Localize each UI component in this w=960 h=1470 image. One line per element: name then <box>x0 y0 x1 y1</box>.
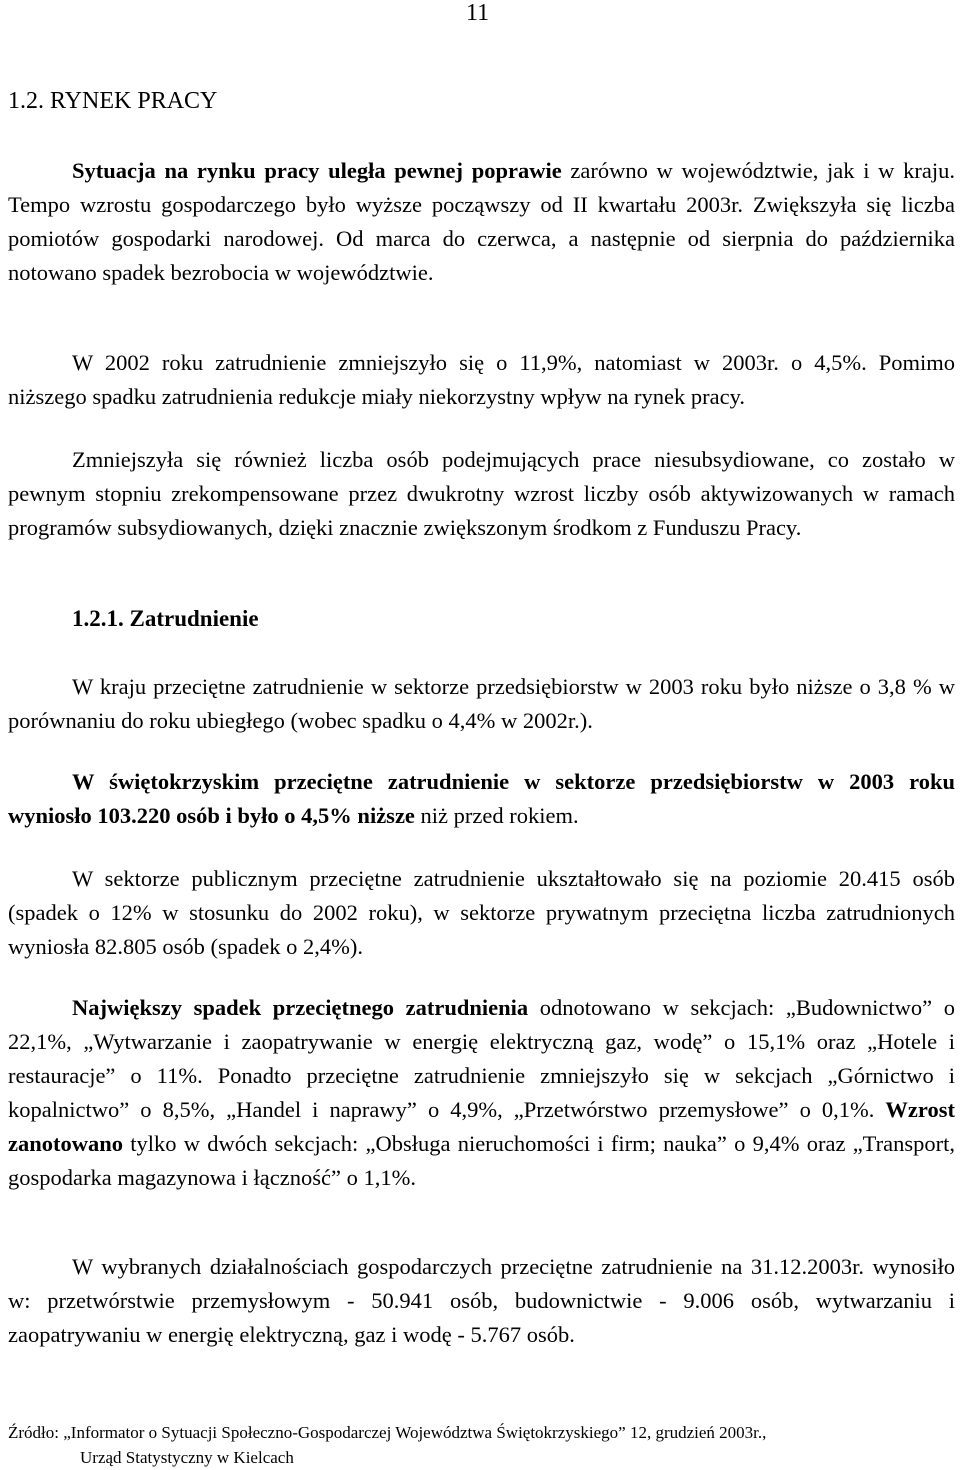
source-line-1: Źródło: „Informator o Sytuacji Społeczno-Gospodarczej Województwa Świętokrzyskiego” 12, grudzień 2003r., <box>8 1423 767 1442</box>
bold-lead: W świętokrzyskim przeciętne zatrudnienie w sektorze przedsiębiorstw w 2003 roku wyniosło 103.220 osób i było o 4,5% niższe <box>8 769 955 828</box>
paragraph-public-private-sector: W sektorze publicznym przeciętne zatrudnienie ukształtowało się na poziomie 20.415 osób (spadek o 12% w stosunku do 2002 roku), w sektorze prywatnym przeciętna liczba zatrudnionych wyniosła 82.805 osób (spadek o 2,4%). <box>8 866 955 959</box>
bold-lead: Sytuacja na rynku pracy uległa pewnej poprawie <box>72 158 562 183</box>
section-heading: 1.2. RYNEK PRACY <box>8 88 218 114</box>
subsection-heading: 1.2.1. Zatrudnienie <box>72 606 259 631</box>
source-line-2: Urząd Statystyczny w Kielcach <box>80 1448 294 1467</box>
paragraph-text: niż przed rokiem. <box>414 803 579 828</box>
paragraph-regional-employment <box>8 765 955 833</box>
paragraph-selected-activities: W wybranych działalnościach gospodarczych przeciętne zatrudnienie na 31.12.2003r. wynosiło w: przetwórstwie przemysłowym - 50.941 osób, budownictwie - 9.006 osób, wytwarzaniu i zaopatrywaniu w energię elektryczną, gaz i wodę - 5.767 osób. <box>8 1254 955 1347</box>
paragraph-subsidized-work: Zmniejszyła się również liczba osób podejmujących prace niesubsydiowane, co zostało w pewnym stopniu zrekompensowane przez dwukrotny wzrost liczby osób aktywizowanych w ramach programów subsydiowanych, dzięki znacznie zwiększonym środkom z Funduszu Pracy. <box>8 447 955 540</box>
paragraph-labor-market-situation <box>8 154 955 290</box>
paragraph-text: zarówno w województwie, jak i w kraju. Tempo wzrostu gospodarczego było wyższe począwszy od II kwartału 2003r. Zwiększyła się liczba pomiotów gospodarki narodowej. Od marca do czerwca, a następnie od sierpnia do października notowano spadek bezrobocia w województwie. <box>8 158 955 285</box>
paragraph-employment-decline: W 2002 roku zatrudnienie zmniejszyło się o 11,9%, natomiast w 2003r. o 4,5%. Pomimo niższego spadku zatrudnienia redukcje miały niekorzystny wpływ na rynek pracy. <box>8 350 955 409</box>
source-note <box>8 1420 766 1470</box>
paragraph-text: tylko w dwóch sekcjach: „Obsługa nieruchomości i firm; nauka” o 9,4% oraz „Transport, gospodarka magazynowa i łączność” o 1,1%. <box>8 1131 955 1190</box>
paragraph-sector-changes <box>8 991 955 1195</box>
page-number: 11 <box>466 0 490 26</box>
bold-growth: Wzrost zanotowano <box>8 1097 955 1156</box>
bold-lead: Największy spadek przeciętnego zatrudnienia <box>72 995 529 1020</box>
paragraph-national-employment: W kraju przeciętne zatrudnienie w sektorze przedsiębiorstw w 2003 roku było niższe o 3,8 % w porównaniu do roku ubiegłego (wobec spadku o 4,4% w 2002r.). <box>8 674 955 733</box>
paragraph-text: odnotowano w sekcjach: „Budownictwo” o 22,1%, „Wytwarzanie i zaopatrywanie w energię elektryczną gaz, wodę” o 15,1% oraz „Hotele i restauracje” o 11%. Ponadto przeciętne zatrudnienie zmniejszyło się w sekcjach „Górnictwo i kopalnictwo” o 8,5%, „Handel i naprawy” o 4,9%, „Przetwórstwo przemysłowe” o 0,1%. <box>8 995 955 1122</box>
